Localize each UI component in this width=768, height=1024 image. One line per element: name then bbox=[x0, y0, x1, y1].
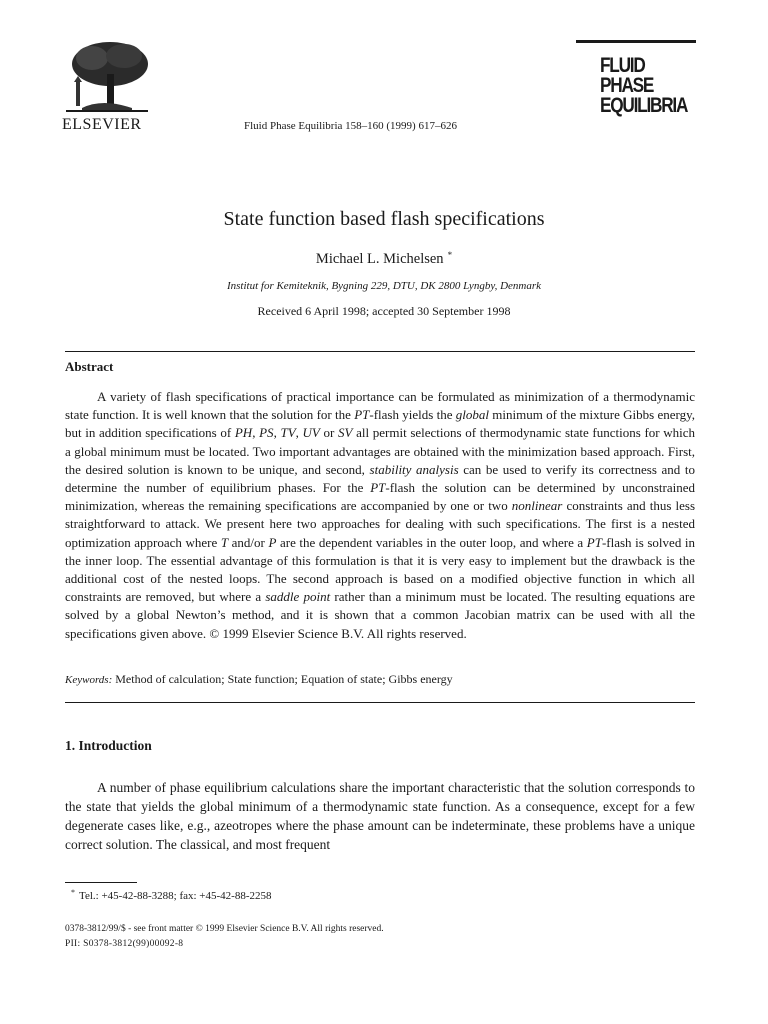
publisher-logo bbox=[62, 38, 152, 134]
journal-logo bbox=[576, 40, 696, 116]
abstract-heading: Abstract bbox=[65, 359, 114, 374]
journal-citation: Fluid Phase Equilibria 158–160 (1999) 617–626 bbox=[244, 120, 457, 132]
elsevier-tree-logo-icon bbox=[62, 38, 152, 114]
footnote-mark: * bbox=[71, 888, 75, 897]
journal-logo-line1: FLUID PHASE bbox=[600, 54, 654, 97]
article-title: State function based flash specifications bbox=[223, 208, 545, 230]
section-heading-introduction: 1. Introduction bbox=[65, 738, 152, 753]
author-name: Michael L. Michelsen bbox=[315, 251, 444, 267]
author-footnote-mark: * bbox=[447, 250, 453, 260]
publisher-name: ELSEVIER bbox=[62, 116, 142, 133]
keywords-text: Method of calculation; State function; Equation of state; Gibbs energy bbox=[115, 672, 453, 686]
journal-logo-text bbox=[600, 54, 688, 117]
received-dates: Received 6 April 1998; accepted 30 September 1998 bbox=[257, 304, 511, 318]
abstract-top-rule bbox=[65, 351, 695, 352]
introduction-text: A number of phase equilibrium calculations share the important characteristic that the solution corresponds to the state that yields the global minimum of a thermodynamic state function. As a consequence, except for a few degenerate cases like, e.g., azeotropes where the phase amount can be indeterminate, these problems have a unique correct solution. The classical, and most frequent bbox=[65, 780, 695, 852]
footnote-rule bbox=[65, 882, 137, 883]
keywords-line bbox=[65, 672, 453, 687]
author-line bbox=[0, 250, 768, 268]
abstract-text: A variety of flash specifications of practical importance can be formulated as minimization of a thermodynamic state function. It is well known that the solution for the PT-flash yields the global minimum of the mixture Gibbs energy, but in addition specifications of PH, PS, TV, UV or SV all permit selections of thermodynamic state functions for which a global minimum must be located. Two important advantages are obtained with the minimization based approach. First, the desired solution is known to be unique, and second, stability analysis can be used to verify its correctness and to determine the number of equilibrium phases. For the PT-flash the solution can be determined by unconstrained minimization, whereas the remaining specifications are accompanied by one or two nonlinear constraints and thus less straightforward to attack. We present here two approaches for dealing with such specifications. The first is a nested optimization approach where T and/or P are the dependent variables in the outer loop, and where a PT-flash is solved in the inner loop. The essential advantage of this formulation is that it is very easy to implement but the drawback is the additional cost of the nested loops. The second approach is based on a modified objective function in which all constraints are removed, but where a saddle point rather than a minimum must be located. The resulting equations are solved by a global Newton’s method, and it is shown that a common Jacobian matrix can be used with all the specifications given above. © 1999 Elsevier Science B.V. All rights reserved. bbox=[65, 389, 696, 641]
pii-line: PII: S0378-3812(99)00092-8 bbox=[65, 939, 184, 949]
affiliation: Institut for Kemiteknik, Bygning 229, DTU, DK 2800 Lyngby, Denmark bbox=[226, 280, 542, 292]
footnote bbox=[65, 888, 272, 902]
keywords-label: Keywords: bbox=[65, 674, 113, 686]
journal-logo-rule bbox=[576, 40, 696, 43]
abstract-bottom-rule bbox=[65, 702, 695, 703]
issn-line: 0378-3812/99/$ - see front matter © 1999 Elsevier Science B.V. All rights reserved. bbox=[65, 924, 384, 934]
journal-logo-line2: EQUILIBRIA bbox=[600, 94, 688, 117]
footnote-text: Tel.: +45-42-88-3288; fax: +45-42-88-2258 bbox=[79, 890, 272, 902]
